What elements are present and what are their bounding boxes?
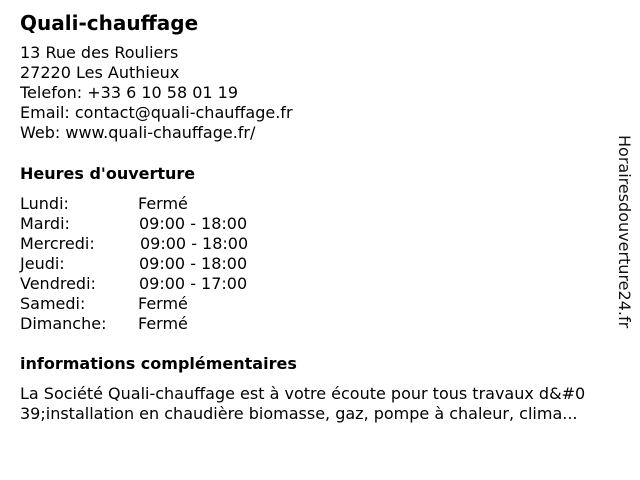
day-label: Mardi: [20,214,70,233]
day-hours: Fermé [138,194,188,213]
day-hours: 09:00 - 18:00 [139,254,248,273]
phone-line: Telefon: +33 6 10 58 01 19 [20,83,239,102]
day-label: Dimanche: [20,314,107,333]
day-hours: Fermé [138,294,188,313]
contact-block [20,43,293,143]
email-line: Email: contact@quali-chauffage.fr [20,103,293,122]
opening-hours-heading: Heures d'ouverture [20,164,196,183]
business-name: Quali-chauffage [20,11,199,35]
web-line: Web: www.quali-chauffage.fr/ [20,123,256,142]
day-label: Samedi: [20,294,86,313]
additional-info-text [20,384,630,424]
day-hours: 09:00 - 18:00 [140,234,249,253]
day-hours: 09:00 - 18:00 [139,214,248,233]
additional-info-heading: informations complémentaires [20,354,297,373]
site-watermark: Horairesdouverture24.fr [615,135,634,329]
day-hours: 09:00 - 17:00 [139,274,248,293]
info-text-line: 39;installation en chaudière biomasse, gaz, pompe à chaleur, clima... [20,404,578,423]
day-hours: Fermé [138,314,188,333]
day-label: Jeudi: [20,254,65,273]
address-street: 13 Rue des Rouliers [20,43,179,62]
day-label: Lundi: [20,194,69,213]
day-label: Vendredi: [20,274,96,293]
address-city: 27220 Les Authieux [20,63,180,82]
info-text-line: La Société Quali-chauffage est à votre écoute pour tous travaux d&#0 [20,384,586,403]
day-label: Mercredi: [20,234,95,253]
